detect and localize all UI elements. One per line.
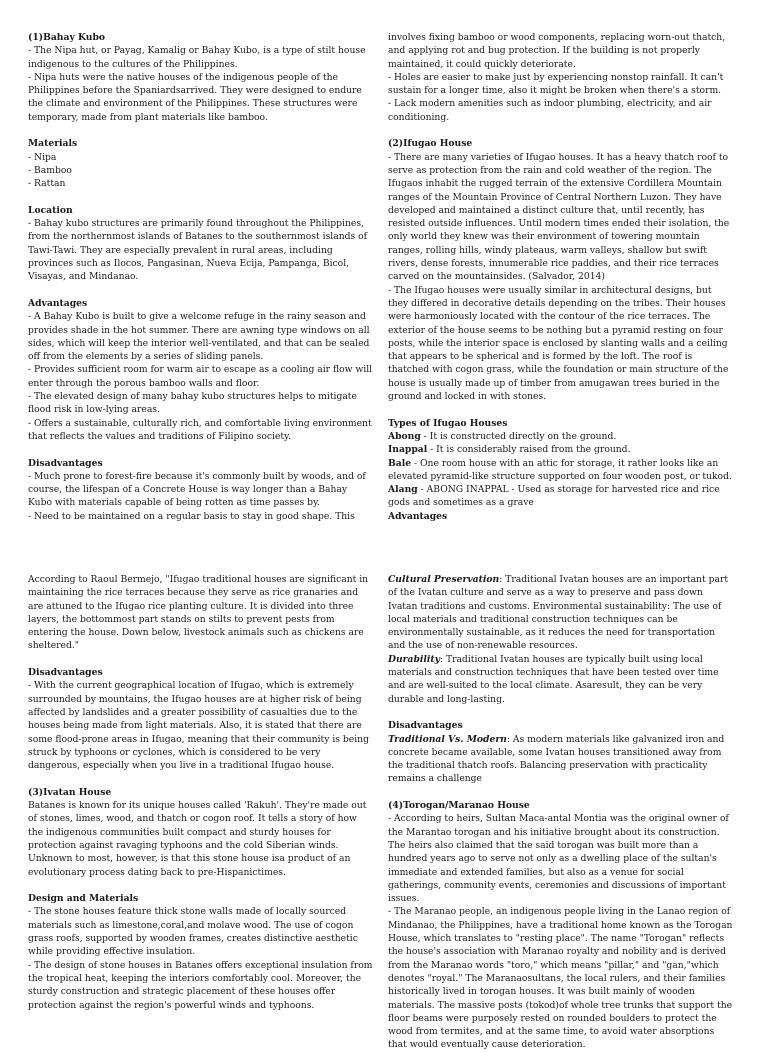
disadvantages-heading: Disadvantages [28,667,103,679]
paragraph: - Nipa huts were the native houses of the indigenous people of the Philippines before the Spaniardsarrived. They were designed to endure the climate and environment of the Philippines. These structures were temporary, made from plant materials like bamboo. [28,71,362,123]
paragraph: - The elevated design of many bahay kubo structures helps to mitigate flood risk in low-lying areas. [28,391,357,416]
ifugao-heading: (2)Ifugao House [388,138,473,150]
term-desc: - One room house with an attic for storage, it rather looks like an elevated pyramid-like structure supported on four wooden post, or tukod. [388,457,732,482]
disadvantages-heading: Disadvantages [28,457,103,469]
paragraph: - A Bahay Kubo is built to give a welcome refuge in the rainy season and provides shade in the hot summer. There are awning type windows on all sides, which will keep the interior well-ventilated, and that can be sealed off from the elements by a series of sliding panels. [28,311,370,363]
advantages-section [28,297,373,443]
column-bottom-left [28,573,373,1012]
paragraph-text: : Traditional Ivatan houses are an important part of the Ivatan culture and serve as a way to preserve and pass down Ivatan traditions and customs. Environmental sustainability: The use of local materials and traditional construction techniques can be environmentally sustainable, as it reduces the need for transportation and the use of non-renewable resources. [388,574,729,652]
quote-section [28,573,373,653]
list-item [388,443,733,456]
advantages-heading: Advantages [28,297,88,309]
location-heading: Location [28,204,73,216]
list-item [388,430,733,443]
column-bottom-right [388,573,733,1052]
paragraph-text: : As modern materials like galvanized iron and concrete became available, some Ivatan houses transitioned away from the traditional thatch roofs. Balancing preservation with practicality remains a challenge [388,733,725,785]
paragraph: - According to heirs, Sultan Maca-antal Montia was the original owner of the Marantao torogan and his initiative brought about its construction. The heirs also claimed that the said torogan was built more than a hundred years ago to serve not only as a dwelling place of the sultan's immediate and extended families, but also as a venue for social gatherings, community events, ceremonies and discussions of important issues. [388,813,729,905]
ivatan-disadvantages-section [388,719,733,785]
paragraph: - There are many varieties of Ifugao houses. It has a heavy thatch roof to serve as protection from the rain and cold weather of the region. The Ifugaos inhabit the rugged terrain of the extensive Cordillera Mountain ranges of the Mountain Province of Central Northern Luzon. They have developed and maintained a distinct culture that, until recently, has resisted outside influences. Until modern times ended their isolation, the only world they knew was their environment of towering mountain ranges, rolling hills, windy plateaus, warm valleys, shallow but swift rivers, dense forests, innumerable rice paddies, and their rice terraces carved on the mountainsides. (Salvador, 2014) [388,151,730,283]
term: Alang [388,484,418,496]
paragraph: According to Raoul Bermejo, "Ifugao traditional houses are significant in maintaining the rice terraces because they serve as rice granaries and are attuned to the Ifugao rice planting culture. It is divided into three layers, the bottommost part stands on stilts to prevent pests from entering the house. Down below, livestock animals such as chickens are sheltered." [28,574,369,652]
bahay-kubo-heading: (1)Bahay Kubo [28,32,105,43]
paragraph: - The stone houses feature thick stone walls made of locally sourced materials such as limestone,coral,and molave wood. The use of cogon grass roofs, supported by wooden frames, creates distinctive aesthetic while providing effective insulation. [28,906,358,958]
ivatan-section [28,786,373,879]
paragraph: - Provides sufficient room for warm air to escape as a cooling air flow will enter through the porous bamboo walls and floor. [28,364,373,389]
materials-section [28,137,373,190]
paragraph-text: : Traditional Ivatan houses are typically built using local materials and construction techniques that have been tested over time and are well-suited to the local climate. Asaresult, they can be very durable and long-lasting. [388,653,719,705]
disadvantages-section [28,457,373,523]
paragraph: - Holes are easier to make just by experiencing nonstop rainfall. It can't sustain for a longer time, also it might be broken when there's a storm. [388,71,724,97]
list-item: - Nipa [28,151,57,163]
traditional-vs-modern-label: Traditional Vs. Modern [388,733,507,745]
bahay-kubo-section [28,31,373,124]
paragraph: involves fixing bamboo or wood components, replacing worn-out thatch, and applying rot and bug protection. If the building is not properly maintained, it could quickly deteriorate. [388,32,726,70]
ivatan-advantages-section [388,573,733,706]
list-item [388,483,733,510]
term-desc: - It is considerably raised from the ground. [427,444,631,456]
paragraph: - With the current geographical location of Ifugao, which is extremely surrounded by mountains, the Ifugao houses are at higher risk of being affected by landslides and a greater possibility of casualties due to the houses being made from light materials. Also, it is stated that there are some flood-prone areas in Ifugao, meaning that their community is being struck by typhoons or cyclones, which is considered to be very dangerous, especially when you live in a traditional Ifugao house. [28,680,369,772]
paragraph: - Bahay kubo structures are primarily found throughout the Philippines, from the northernmost islands of Batanes to the southernmost islands of Tawi-Tawi. They are especially prevalent in rural areas, including provinces such as Ilocos, Pangasinan, Nueva Ecija, Pampanga, Bicol, Visayas, and Mindanao. [28,218,368,283]
materials-heading: Materials [28,138,78,150]
column-top-left [28,31,373,523]
ivatan-heading: (3)Ivatan House [28,786,112,798]
torogan-section [388,799,733,1052]
design-heading: Design and Materials [28,893,139,905]
term: Inappal [388,444,428,456]
torogan-heading: (4)Torogan/Maranao House [388,800,530,812]
ifugao-types-section [388,417,733,523]
ifugao-disadvantages-section [28,666,373,772]
term: Bale [388,457,412,469]
types-heading: Types of Ifugao Houses [388,417,508,429]
term-desc: - It is constructed directly on the ground. [420,430,617,442]
paragraph: - The design of stone houses in Batanes offers exceptional insulation from the tropical heat, keeping the interiors comfortably cool. Moreover, the sturdy construction and strategic placement of these houses offer protection against the region's powerful winds and typhoons. [28,959,373,1011]
cultural-preservation-label: Cultural Preservation [388,574,500,585]
list-item [388,457,733,484]
paragraph: - Lack modern amenities such as indoor plumbing, electricity, and air conditioning. [388,98,712,123]
location-section [28,204,373,284]
paragraph: Batanes is known for its unique houses called 'Rakuh'. They're made out of stones, limes, wood, and thatch or cogon roof. It tells a story of how the indigenous communities built compact and sturdy houses for protection against ravaging typhoons and the cold Siberian winds. Unknown to most, however, is that this stone house isa product of an evolutionary process dating back to pre-Hispanictimes. [28,800,367,878]
design-materials-section [28,892,373,1012]
continued-section [388,31,733,124]
term-desc: - ABONG INAPPAL - Used as storage for harvested rice and rice gods and sometimes as a grave [388,484,720,509]
paragraph: - Need to be maintained on a regular basis to stay in good shape. This [28,510,355,522]
term: Abong [388,430,421,442]
durability-label: Durability [388,653,440,665]
paragraph: - Much prone to forest-fire because it's commonly built by woods, and of course, the lifespan of a Concrete House is way longer than a Bahay Kubo with materials capable of being rotten as time passes by. [28,470,366,509]
list-item: - Rattan [28,178,66,190]
list-item: - Bamboo [28,164,72,176]
advantages-heading: Advantages [388,510,448,522]
disadvantages-heading: Disadvantages [388,720,463,732]
paragraph [388,733,733,786]
ifugao-section [388,137,733,403]
paragraph: - The Nipa hut, or Payag, Kamalig or Bahay Kubo, is a type of stilt house indigenous to the cultures of the Philippines. [28,45,366,70]
paragraph: - The Maranao people, an indigenous people living in the Lanao region of Mindanao, the Philippines, have a traditional home known as the Torogan House, which translates to "resting place". The name "Torogan" reflects the house's association with Maranao royalty and nobility and is derived from the Maranao words "toro," which means "pillar," and "gan,"which denotes "royal." The Maranaosultans, the local rulers, and their families historically lived in torogan houses. It was built mainly of wooden materials. The massive posts (tokod)of whole tree trunks that support the floor beams were purposely rested on rounded boulders to protect the wood from termites, and at the same time, to avoid water absorptions that would eventually cause deterioration. [388,906,733,1051]
paragraph: - Offers a sustainable, culturally rich, and comfortable living environment that reflects the values and traditions of Filipino society. [28,417,372,442]
paragraph [388,653,733,706]
column-top-right [388,31,733,523]
paragraph [388,573,733,653]
paragraph: - The Ifugao houses were usually similar in architectural designs, but they differed in decorative details depending on the tribes. Their houses were harmoniously located with the contour of the rice terraces. The exterior of the house seems to be nothing but a pyramid resting on four posts, while the interior space is enclosed by slanting walls and a ceiling that appears to be spherical and is formed by the loft. The roof is thatched with cogon grass, while the foundation or main structure of the house is usually made up of timber from amugawan trees buried in the ground and locked in with stones. [388,284,729,403]
